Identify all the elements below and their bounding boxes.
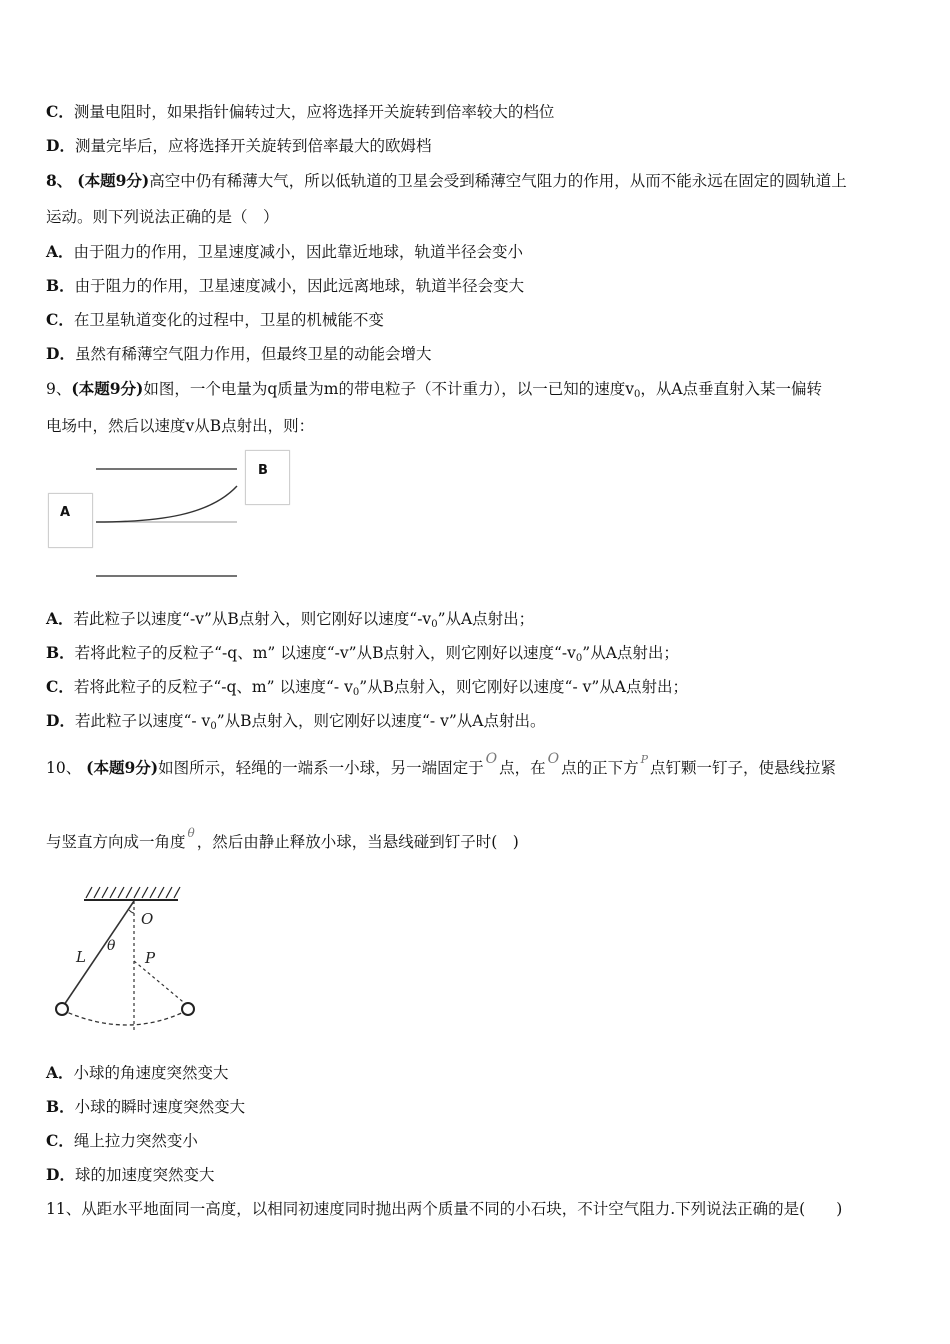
label-theta: θ <box>107 938 116 954</box>
subscript: 0 <box>431 619 438 630</box>
point-b-box <box>245 450 290 505</box>
option-text: 由于阻力的作用，卫星速度减小，因此靠近地球，轨道半径会变小 <box>73 243 524 261</box>
label-a: A <box>60 505 71 520</box>
option-letter: A． <box>46 1063 74 1082</box>
question-stem: 运动。则下列说法正确的是（ ） <box>46 208 279 226</box>
question-score: (本题9分) <box>71 379 144 398</box>
q9-stem-line1 <box>46 379 822 405</box>
ball-start <box>56 1003 68 1015</box>
option-text: 测量电阻时，如果指针偏转过大，应将选择开关旋转到倍率较大的档位 <box>73 103 555 121</box>
option-text: 由于阻力的作用，卫星速度减小，因此远离地球，轨道半径会变大 <box>74 277 525 295</box>
option-letter: A． <box>46 609 74 628</box>
swing-path <box>62 1010 188 1025</box>
question-number: 11、 <box>46 1200 82 1218</box>
question-number: 10、 <box>46 759 82 777</box>
option-letter: C． <box>46 677 74 696</box>
ceiling-hatch <box>86 887 180 898</box>
swing-string-dashed <box>134 961 188 1006</box>
question-stem: 点钉颗一钉子，使悬线拉紧 <box>650 759 837 777</box>
option-letter: B． <box>46 1097 75 1116</box>
option-text: 小球的瞬时速度突然变大 <box>74 1098 246 1116</box>
option-letter: B． <box>46 276 75 295</box>
option-letter: A． <box>46 242 74 261</box>
option-letter: D． <box>46 136 75 155</box>
option-text: 若此粒子以速度“- v <box>74 712 211 730</box>
q11-stem <box>46 1199 842 1219</box>
subscript: 0 <box>633 389 641 400</box>
option-text: ”从B点射入，则它刚好以速度“- v”从A点射出。 <box>216 712 546 730</box>
option-text: 球的加速度突然变大 <box>74 1166 215 1184</box>
question-number: 8、 <box>46 171 73 190</box>
symbol-o: O <box>547 751 560 767</box>
question-stem: ，从A点垂直射入某一偏转 <box>640 380 823 398</box>
option-text: 若将此粒子的反粒子“-q、m” 以速度“- v <box>73 678 353 696</box>
option-text: ”从A点射出； <box>582 644 679 662</box>
symbol-o: O <box>485 751 498 767</box>
question-stem: 电场中，然后以速度v从B点射出，则： <box>46 417 315 435</box>
question-stem: 从距水平地面同一高度，以相同初速度同时抛出两个质量不同的小石块，不计空气阻力.下列说法正确的是( ) <box>81 1200 843 1218</box>
question-stem: 高空中仍有稀薄大气，所以低轨道的卫星会受到稀薄空气阻力的作用，从而不能永远在固定的圆轨道上 <box>149 172 847 190</box>
question-score: (本题9分) <box>77 171 150 190</box>
q9-option-b <box>46 643 679 669</box>
option-letter: C． <box>46 102 74 121</box>
q8-option-b <box>46 276 524 296</box>
subscript: 0 <box>352 687 360 698</box>
q9-stem-line2 <box>46 416 314 436</box>
option-text: ”从B点射入，则它刚好以速度“- v”从A点射出； <box>359 678 688 696</box>
option-letter: D． <box>46 1165 75 1184</box>
option-letter: B． <box>46 643 75 662</box>
label-l: L <box>76 948 86 966</box>
option-text: 绳上拉力突然变小 <box>73 1132 198 1150</box>
q9-option-d <box>46 711 545 737</box>
q10-option-a <box>46 1063 229 1083</box>
q9-option-c <box>46 677 688 703</box>
q7-option-d <box>46 136 431 156</box>
label-o: O <box>141 910 154 928</box>
angle-arc <box>129 910 134 913</box>
option-text: ”从A点射出； <box>437 610 535 628</box>
option-text: 在卫星轨道变化的过程中，卫星的机械能不变 <box>73 311 384 329</box>
question-stem: 点，在 <box>499 759 546 777</box>
label-p: P <box>145 949 156 967</box>
subscript: 0 <box>575 653 583 664</box>
subscript: 0 <box>210 721 217 732</box>
q9-option-a <box>46 609 534 635</box>
q8-option-d <box>46 344 431 364</box>
option-text: 虽然有稀薄空气阻力作用，但最终卫星的动能会增大 <box>74 345 432 363</box>
q10-option-b <box>46 1097 245 1117</box>
option-letter: C． <box>46 1131 74 1150</box>
option-letter: C． <box>46 310 74 329</box>
option-letter: D． <box>46 344 75 363</box>
question-number: 9、 <box>46 380 72 398</box>
option-text: 测量完毕后，应将选择开关旋转到倍率最大的欧姆档 <box>74 137 432 155</box>
q8-stem-line2 <box>46 207 279 227</box>
string <box>62 901 134 1008</box>
question-stem: 如图，一个电量为q质量为m的带电粒子（不计重力），以一已知的速度v <box>143 380 634 398</box>
q8-option-a <box>46 242 523 262</box>
label-b: B <box>258 463 268 478</box>
option-letter: D． <box>46 711 75 730</box>
symbol-theta: θ <box>187 826 195 840</box>
option-text: 小球的角速度突然变大 <box>73 1064 229 1082</box>
option-text: 若将此粒子的反粒子“-q、m” 以速度“-v”从B点射入，则它刚好以速度“-v <box>74 644 576 662</box>
symbol-p: P <box>640 753 649 766</box>
q8-option-c <box>46 310 384 330</box>
pendulum-figure <box>48 880 208 1040</box>
q7-option-c <box>46 102 554 122</box>
question-stem: 点的正下方 <box>561 759 639 777</box>
particle-trajectory <box>96 486 237 522</box>
q8-stem-line1 <box>46 171 847 191</box>
ball-end <box>182 1003 194 1015</box>
question-stem: 如图所示，轻绳的一端系一小球，另一端固定于 <box>158 759 484 777</box>
point-a-box <box>48 493 93 548</box>
question-score: (本题9分) <box>86 758 159 777</box>
q10-stem-line1 <box>46 751 837 780</box>
question-stem: ，然后由静止释放小球，当悬线碰到钉子时( ) <box>196 833 519 851</box>
q10-option-c <box>46 1131 198 1151</box>
q10-stem-line2 <box>46 826 519 853</box>
option-text: 若此粒子以速度“-v”从B点射入，则它刚好以速度“-v <box>73 610 432 628</box>
q10-option-d <box>46 1165 214 1185</box>
question-stem: 与竖直方向成一角度 <box>46 833 186 851</box>
